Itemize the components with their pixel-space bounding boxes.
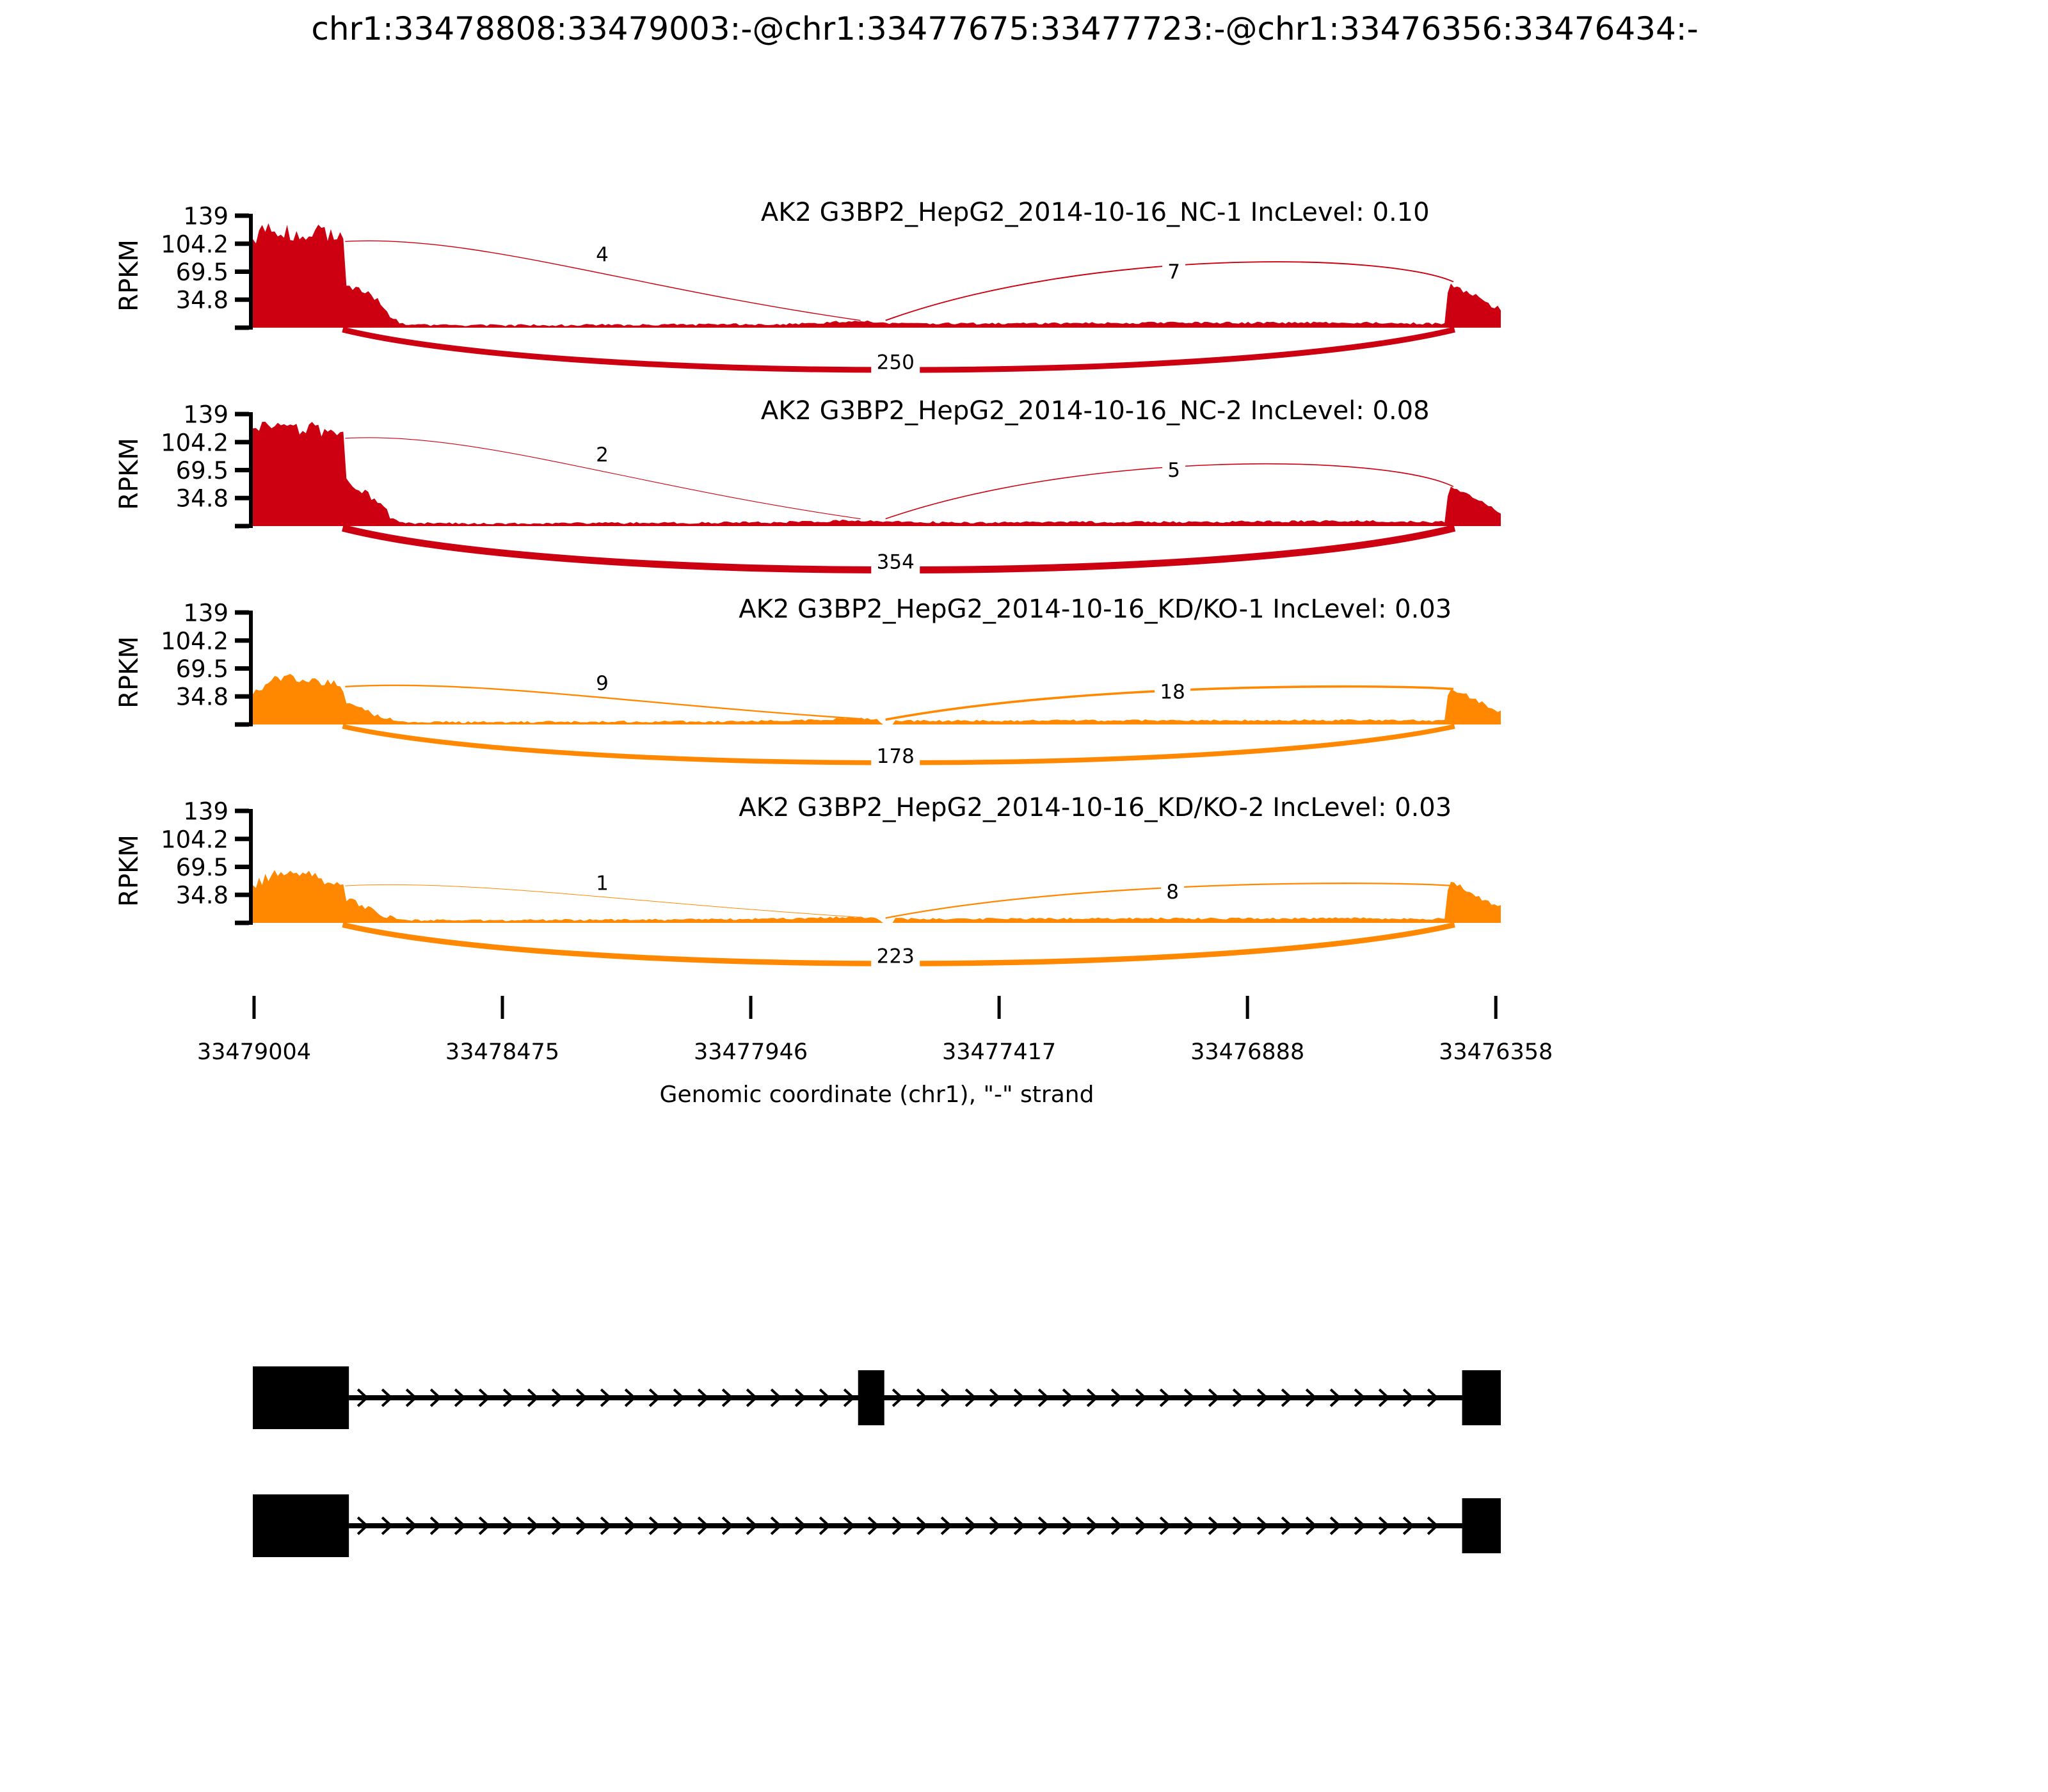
y-tick-label: 34.8: [175, 286, 228, 314]
coverage-area: [253, 422, 1501, 526]
y-tick-label: 34.8: [175, 484, 228, 513]
y-tick-label: 34.8: [175, 881, 228, 909]
y-axis: [161, 798, 253, 925]
y-tick-label: 104.2: [161, 230, 228, 259]
junction-count: 2: [596, 444, 609, 467]
track-title: AK2 G3BP2_HepG2_2014-10-16_KD/KO-2 IncLevel: 0.03: [739, 793, 1452, 822]
y-axis-tick: [235, 921, 249, 925]
junction-count: 250: [876, 351, 915, 374]
x-axis-tick: [252, 996, 255, 1019]
x-tick-label: 33476888: [1190, 1039, 1305, 1065]
junction-count: 8: [1166, 881, 1180, 904]
intron-line: [349, 1395, 1462, 1400]
y-axis-tick: [235, 326, 249, 330]
track-kdko-1: [115, 595, 1501, 769]
y-axis-spine: [249, 611, 253, 726]
track-title: AK2 G3BP2_HepG2_2014-10-16_NC-1 IncLevel: 0.10: [760, 198, 1430, 227]
x-axis: [197, 996, 1553, 1108]
track-nc-2: [115, 396, 1501, 574]
junction-count: 223: [876, 945, 915, 968]
y-axis-tick: [235, 468, 249, 472]
y-axis-tick: [235, 694, 249, 699]
y-axis-tick: [235, 611, 249, 615]
x-axis-ticks: [252, 996, 1497, 1019]
y-axis-tick: [235, 298, 249, 302]
exon-box: [253, 1366, 349, 1429]
junction-count: 4: [596, 243, 609, 267]
y-tick-label: 104.2: [161, 429, 228, 457]
junction-count: 5: [1167, 459, 1180, 483]
junction-count: 9: [596, 671, 609, 695]
y-tick-label: 139: [183, 797, 228, 826]
x-tick-label: 33477417: [942, 1039, 1057, 1065]
y-tick-label: 69.5: [175, 854, 228, 881]
x-tick-label: 33479004: [196, 1039, 312, 1065]
y-axis-tick: [235, 638, 249, 643]
gene-model: [253, 1366, 1501, 1557]
x-tick-label: 33477946: [693, 1039, 808, 1065]
transcript-2: [253, 1494, 1501, 1557]
coverage-area: [253, 870, 1501, 923]
track-title: AK2 G3BP2_HepG2_2014-10-16_NC-2 IncLevel: 0.08: [760, 396, 1430, 426]
junction-count: 7: [1167, 260, 1180, 284]
y-tick-label: 139: [183, 202, 228, 230]
x-axis-tick: [501, 996, 504, 1019]
junction-count: 1: [596, 872, 609, 895]
coverage-tracks: [115, 198, 1501, 969]
track-title: AK2 G3BP2_HepG2_2014-10-16_KD/KO-1 IncLevel: 0.03: [739, 595, 1452, 624]
y-axis-spine: [249, 809, 253, 925]
track-nc-1: [115, 198, 1501, 374]
y-axis: [161, 600, 253, 727]
y-axis-label: RPKM: [115, 835, 144, 907]
y-axis-tick: [235, 836, 249, 841]
y-axis: [161, 203, 253, 330]
exon-box: [1462, 1498, 1501, 1553]
y-axis: [161, 401, 253, 529]
y-axis-tick: [235, 865, 249, 869]
y-tick-label: 34.8: [175, 683, 228, 711]
exon-box: [1462, 1370, 1501, 1425]
x-axis-tick: [998, 996, 1001, 1019]
junction-count: 178: [876, 744, 915, 768]
y-axis-tick: [235, 809, 249, 813]
y-tick-label: 104.2: [161, 826, 228, 854]
x-tick-label: 33478475: [445, 1039, 560, 1065]
y-axis-tick: [235, 241, 249, 246]
y-axis-label: RPKM: [115, 636, 144, 708]
y-axis-spine: [249, 412, 253, 528]
y-axis-tick: [235, 666, 249, 671]
x-axis-title: Genomic coordinate (chr1), "-" strand: [659, 1082, 1094, 1108]
y-tick-label: 69.5: [175, 655, 228, 683]
junction-count: 18: [1160, 680, 1185, 704]
coverage-area: [253, 671, 1501, 724]
y-axis-tick: [235, 723, 249, 727]
y-axis-label: RPKM: [115, 239, 144, 312]
y-tick-label: 104.2: [161, 627, 228, 655]
y-axis-spine: [249, 214, 253, 330]
y-tick-label: 69.5: [175, 457, 228, 484]
y-axis-tick: [235, 440, 249, 444]
exon-box: [253, 1494, 349, 1557]
y-axis-tick: [235, 893, 249, 897]
coverage-area: [253, 223, 1501, 328]
x-axis-tick: [749, 996, 753, 1019]
intron-line: [349, 1523, 1462, 1528]
y-axis-tick: [235, 524, 249, 529]
x-tick-label: 33476358: [1439, 1039, 1553, 1065]
x-axis-tick: [1494, 996, 1498, 1019]
y-tick-label: 69.5: [175, 259, 228, 286]
y-tick-label: 139: [183, 599, 228, 627]
exon-box: [858, 1370, 884, 1425]
junction-count: 354: [876, 550, 915, 574]
y-axis-tick: [235, 214, 249, 218]
y-axis-tick: [235, 496, 249, 500]
y-axis-tick: [235, 412, 249, 417]
track-kdko-2: [115, 793, 1501, 969]
transcript-1: [253, 1366, 1501, 1429]
plot-title: chr1:33478808:33479003:-@chr1:33477675:33477723:-@chr1:33476356:33476434:-: [311, 10, 1699, 47]
x-axis-tick: [1246, 996, 1249, 1019]
y-axis-label: RPKM: [115, 438, 144, 510]
y-tick-label: 139: [183, 401, 228, 429]
y-axis-tick: [235, 269, 249, 274]
